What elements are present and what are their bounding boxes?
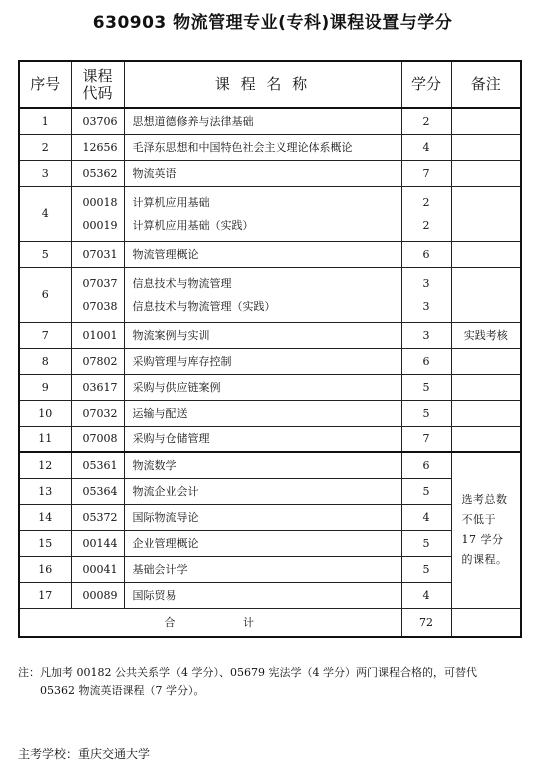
- course-code: 05364: [71, 478, 124, 504]
- total-credits: 72: [401, 608, 451, 637]
- course-credit-line: 3: [422, 276, 430, 290]
- course-code: 05361: [71, 452, 124, 478]
- row-number: 2: [19, 134, 71, 160]
- course-name: 物流企业会计: [124, 478, 401, 504]
- table-row: [19, 186, 521, 241]
- course-code-line: 07038: [82, 299, 118, 313]
- course-credit: 6: [401, 241, 451, 267]
- table-row: [19, 374, 521, 400]
- course-credit: 5: [401, 530, 451, 556]
- course-code: 00041: [71, 556, 124, 582]
- table-row: [19, 530, 521, 556]
- course-table: [18, 60, 522, 638]
- course-code: 03617: [71, 374, 124, 400]
- table-row: [19, 267, 521, 322]
- course-name: 物流管理概论: [124, 241, 401, 267]
- course-code: 12656: [71, 134, 124, 160]
- row-number: 4: [19, 186, 71, 241]
- course-note: [451, 134, 521, 160]
- header-no: 序号: [19, 61, 71, 108]
- course-code-line: 00019: [82, 218, 118, 232]
- table-row: [19, 108, 521, 134]
- examining-school: 主考学校：重庆交通大学: [18, 747, 151, 761]
- row-number: 6: [19, 267, 71, 322]
- course-credit: [401, 267, 451, 322]
- course-code: 01001: [71, 322, 124, 348]
- course-credit: 5: [401, 556, 451, 582]
- course-credit-line: 2: [422, 218, 430, 232]
- row-number: 11: [19, 426, 71, 452]
- footnote-line-1: 注：凡加考 00182 公共关系学（4 学分）、05679 宪法学（4 学分）两门课程合格的，可替代: [18, 666, 477, 679]
- row-number: 16: [19, 556, 71, 582]
- row-number: 15: [19, 530, 71, 556]
- table-row: [19, 452, 521, 478]
- header-code-line1: 课程: [82, 66, 113, 85]
- course-credit: 6: [401, 452, 451, 478]
- course-code: 05372: [71, 504, 124, 530]
- course-name-line: 信息技术与物流管理: [132, 276, 232, 290]
- footnote-line-2: 05362 物流英语课程（7 学分）。: [40, 684, 205, 697]
- table-row: [19, 426, 521, 452]
- course-credit: 2: [401, 108, 451, 134]
- course-name: 基础会计学: [124, 556, 401, 582]
- course-credit-line: 2: [422, 195, 430, 209]
- course-credit: 6: [401, 348, 451, 374]
- course-code: [71, 186, 124, 241]
- course-name: 运输与配送: [124, 400, 401, 426]
- row-number: 9: [19, 374, 71, 400]
- page-title: 630903 物流管理专业(专科)课程设置与学分: [92, 13, 453, 33]
- course-note: [451, 241, 521, 267]
- footnote: [18, 664, 528, 700]
- course-note: 实践考核: [451, 322, 521, 348]
- course-name: 物流数学: [124, 452, 401, 478]
- course-code: 05362: [71, 160, 124, 186]
- course-code: [71, 267, 124, 322]
- course-code-line: 00018: [82, 195, 118, 209]
- table-row: [19, 134, 521, 160]
- course-credit: [401, 186, 451, 241]
- course-credit: 4: [401, 134, 451, 160]
- table-row: [19, 241, 521, 267]
- course-credit: 4: [401, 504, 451, 530]
- course-name: 物流英语: [124, 160, 401, 186]
- row-number: 5: [19, 241, 71, 267]
- row-number: 7: [19, 322, 71, 348]
- header-code-line2: 代码: [82, 83, 113, 102]
- course-note: [451, 348, 521, 374]
- course-name: 采购与仓储管理: [124, 426, 401, 452]
- course-code: 00089: [71, 582, 124, 608]
- course-note: [451, 108, 521, 134]
- course-credit: 4: [401, 582, 451, 608]
- course-code: 07031: [71, 241, 124, 267]
- table-row: [19, 322, 521, 348]
- total-row: [19, 608, 521, 637]
- course-note: [451, 186, 521, 241]
- course-name: 采购与供应链案例: [124, 374, 401, 400]
- row-number: 1: [19, 108, 71, 134]
- course-credit-line: 3: [422, 299, 430, 313]
- header-name: 课 程 名 称: [124, 61, 401, 108]
- row-number: 14: [19, 504, 71, 530]
- row-number: 12: [19, 452, 71, 478]
- course-code: 07032: [71, 400, 124, 426]
- course-credit: 5: [401, 478, 451, 504]
- course-credit: 7: [401, 426, 451, 452]
- course-credit: 5: [401, 400, 451, 426]
- course-name: 思想道德修养与法律基础: [124, 108, 401, 134]
- course-note: [451, 426, 521, 452]
- table-row: [19, 556, 521, 582]
- course-code: 03706: [71, 108, 124, 134]
- course-name: [124, 186, 401, 241]
- elective-note: 选考总数不低于 17 学分的课程。: [451, 452, 521, 608]
- course-credit: 3: [401, 322, 451, 348]
- total-note: [451, 608, 521, 637]
- course-name-line: 信息技术与物流管理（实践）: [132, 299, 276, 313]
- course-name: 采购管理与库存控制: [124, 348, 401, 374]
- course-code-line: 07037: [82, 276, 118, 290]
- row-number: 10: [19, 400, 71, 426]
- course-note: [451, 267, 521, 322]
- table-row: [19, 160, 521, 186]
- course-name: 企业管理概论: [124, 530, 401, 556]
- header-note: 备注: [451, 61, 521, 108]
- course-code: 00144: [71, 530, 124, 556]
- table-header-row: [19, 61, 521, 108]
- course-name: [124, 267, 401, 322]
- course-code: 07008: [71, 426, 124, 452]
- table-row: [19, 348, 521, 374]
- row-number: 3: [19, 160, 71, 186]
- course-name: 物流案例与实训: [124, 322, 401, 348]
- table-row: [19, 478, 521, 504]
- header-code: [71, 61, 124, 108]
- course-name-line: 计算机应用基础（实践）: [132, 218, 254, 232]
- row-number: 8: [19, 348, 71, 374]
- course-note: [451, 400, 521, 426]
- course-note: [451, 374, 521, 400]
- course-name: 国际物流导论: [124, 504, 401, 530]
- header-credit: 学分: [401, 61, 451, 108]
- table-row: [19, 582, 521, 608]
- course-name: 国际贸易: [124, 582, 401, 608]
- total-label: 合 计: [19, 608, 401, 637]
- course-credit: 5: [401, 374, 451, 400]
- table-row: [19, 504, 521, 530]
- row-number: 13: [19, 478, 71, 504]
- course-name-line: 计算机应用基础: [132, 195, 210, 209]
- row-number: 17: [19, 582, 71, 608]
- course-note: [451, 160, 521, 186]
- course-credit: 7: [401, 160, 451, 186]
- course-name: 毛泽东思想和中国特色社会主义理论体系概论: [124, 134, 401, 160]
- table-row: [19, 400, 521, 426]
- course-code: 07802: [71, 348, 124, 374]
